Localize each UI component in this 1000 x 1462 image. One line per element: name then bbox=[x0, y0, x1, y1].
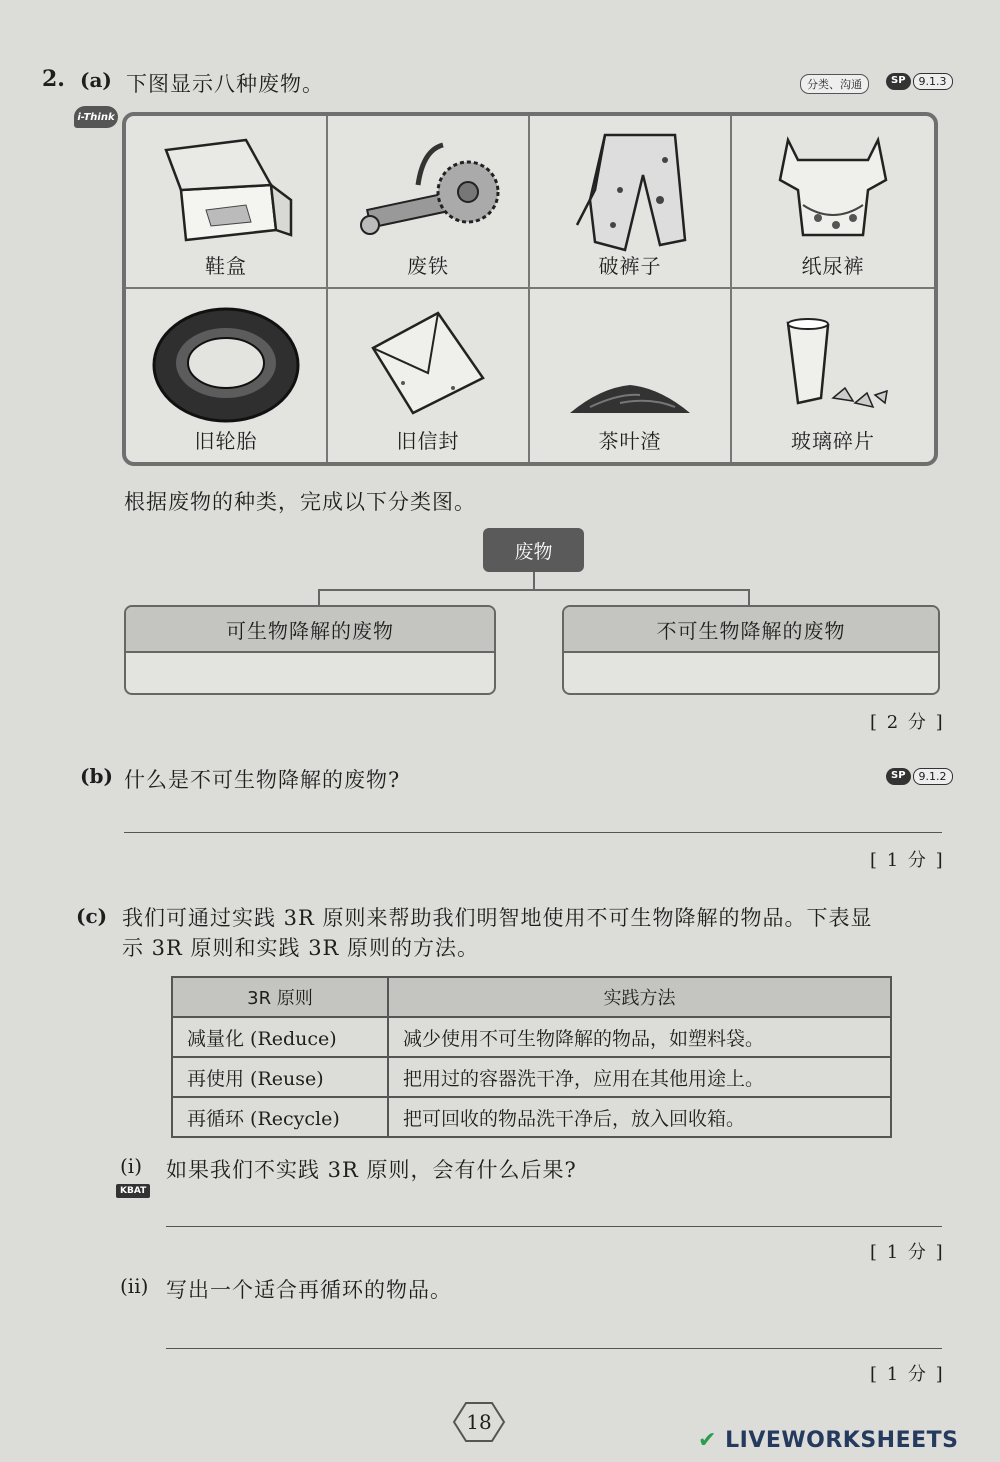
non-biodegradable-heading: 不可生物降解的废物 bbox=[564, 607, 938, 653]
waste-label: 茶叶渣 bbox=[598, 429, 662, 453]
non-biodegradable-answer-area[interactable] bbox=[564, 653, 938, 695]
part-c-stem-line2: 示 3R 原则和实践 3R 原则的方法。 bbox=[122, 936, 480, 960]
sp-label: SP bbox=[886, 768, 911, 785]
kbat-badge: KBAT bbox=[116, 1184, 150, 1198]
principle-cell: 减量化 (Reduce) bbox=[172, 1017, 388, 1057]
marks-ii: [ 1 分 ] bbox=[870, 1364, 945, 1385]
biodegradable-heading: 可生物降解的废物 bbox=[126, 607, 494, 653]
sub-ii-stem: 写出一个适合再循环的物品。 bbox=[166, 1278, 452, 1302]
sub-i-stem: 如果我们不实践 3R 原则，会有什么后果? bbox=[166, 1158, 577, 1182]
waste-item bbox=[732, 116, 934, 289]
tea-leaves-icon bbox=[560, 303, 700, 423]
table-row bbox=[172, 1017, 891, 1057]
tree-connector bbox=[318, 589, 750, 591]
tree-connector bbox=[318, 589, 320, 606]
waste-item bbox=[530, 289, 732, 462]
shoe-box-icon bbox=[151, 130, 301, 250]
marks-b: [ 1 分 ] bbox=[870, 850, 945, 871]
answer-line-b[interactable] bbox=[124, 832, 942, 833]
waste-item bbox=[126, 116, 328, 289]
waste-label: 玻璃碎片 bbox=[791, 429, 875, 453]
sp-code: 9.1.3 bbox=[913, 73, 953, 90]
question-number: 2. bbox=[42, 66, 65, 92]
diaper-icon bbox=[768, 130, 898, 250]
old-tire-icon bbox=[146, 303, 306, 428]
principle-cell: 再使用 (Reuse) bbox=[172, 1057, 388, 1097]
waste-label: 纸尿裤 bbox=[801, 254, 865, 278]
liveworksheets-logo bbox=[698, 1428, 959, 1453]
liveworksheets-icon: ✔ bbox=[698, 1428, 717, 1453]
3r-table bbox=[171, 976, 892, 1138]
ithink-icon: i-Think bbox=[74, 106, 118, 128]
sp-code: 9.1.2 bbox=[913, 768, 953, 785]
sub-ii-label: (ii) bbox=[120, 1274, 149, 1298]
marks-i: [ 1 分 ] bbox=[870, 1242, 945, 1263]
torn-pants-icon bbox=[565, 130, 695, 255]
non-biodegradable-box bbox=[562, 605, 940, 695]
waste-item bbox=[126, 289, 328, 462]
part-b-stem: 什么是不可生物降解的废物? bbox=[124, 768, 401, 792]
tree-connector bbox=[748, 589, 750, 606]
waste-label: 鞋盒 bbox=[205, 254, 247, 278]
table-header-row bbox=[172, 977, 891, 1017]
principle-cell: 再循环 (Recycle) bbox=[172, 1097, 388, 1137]
method-cell: 把可回收的物品洗干净后，放入回收箱。 bbox=[388, 1097, 891, 1137]
sp-badge-b bbox=[886, 768, 953, 785]
waste-label: 旧轮胎 bbox=[194, 429, 258, 453]
part-a-label: (a) bbox=[80, 68, 112, 92]
waste-item bbox=[328, 289, 530, 462]
part-b-label: (b) bbox=[80, 764, 113, 788]
answer-line-i[interactable] bbox=[166, 1226, 942, 1227]
classification-instruction: 根据废物的种类，完成以下分类图。 bbox=[124, 490, 476, 514]
waste-grid bbox=[122, 112, 938, 466]
tree-connector bbox=[533, 572, 535, 590]
table-header: 3R 原则 bbox=[172, 977, 388, 1017]
scrap-iron-icon bbox=[348, 130, 508, 250]
table-header: 实践方法 bbox=[388, 977, 891, 1017]
waste-label: 破裤子 bbox=[598, 254, 662, 278]
waste-root-box: 废物 bbox=[483, 528, 584, 572]
part-a-stem: 下图显示八种废物。 bbox=[126, 72, 324, 96]
part-c-label: (c) bbox=[76, 904, 108, 928]
brand-text: LIVEWORKSHEETS bbox=[725, 1428, 959, 1453]
waste-item bbox=[328, 116, 530, 289]
sub-i-label: (i) bbox=[120, 1154, 143, 1178]
table-row bbox=[172, 1057, 891, 1097]
sp-badge-a bbox=[886, 73, 953, 90]
marks-a: [ 2 分 ] bbox=[870, 712, 945, 733]
biodegradable-answer-area[interactable] bbox=[126, 653, 494, 695]
waste-item bbox=[530, 116, 732, 289]
skill-tag: 分类、沟通 bbox=[800, 74, 869, 94]
sp-label: SP bbox=[886, 73, 911, 90]
answer-line-ii[interactable] bbox=[166, 1348, 942, 1349]
waste-item bbox=[732, 289, 934, 462]
part-c-stem-line1: 我们可通过实践 3R 原则来帮助我们明智地使用不可生物降解的物品。下表显 bbox=[122, 906, 873, 930]
biodegradable-box bbox=[124, 605, 496, 695]
method-cell: 减少使用不可生物降解的物品，如塑料袋。 bbox=[388, 1017, 891, 1057]
waste-label: 旧信封 bbox=[396, 429, 460, 453]
glass-shards-icon bbox=[763, 303, 903, 423]
waste-label: 废铁 bbox=[407, 254, 449, 278]
table-row bbox=[172, 1097, 891, 1137]
page-number: 18 bbox=[466, 1410, 492, 1434]
method-cell: 把用过的容器洗干净，应用在其他用途上。 bbox=[388, 1057, 891, 1097]
old-envelope-icon bbox=[363, 303, 493, 423]
